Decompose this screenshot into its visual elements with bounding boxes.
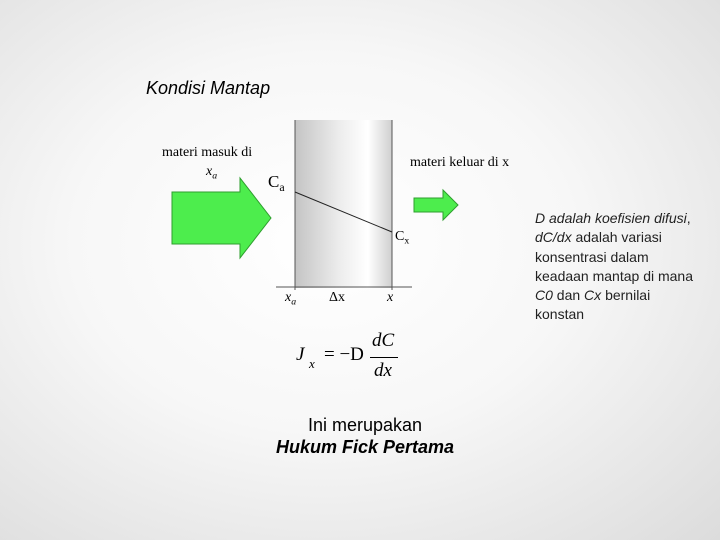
page-title: Kondisi Mantap — [146, 78, 271, 98]
explanation-note: D adalah koefisien difusi, dC/dx adalah variasi konsentrasi dalam keadaan mantap di mana C0 dan Cx bernilai konstan — [535, 210, 693, 323]
input-label: materi masuk di — [162, 145, 253, 160]
conclusion-line2: Hukum Fick Pertama — [275, 437, 455, 457]
conclusion-line1: Ini merupakan — [307, 415, 423, 435]
formula-lhs-sub: x — [309, 356, 315, 371]
concentration-cx-label: $C_x$ — [395, 229, 410, 247]
input-position-label: $x_a$ — [206, 164, 218, 182]
formula-denominator: dx — [374, 360, 392, 381]
delta-x-label: Δx — [329, 290, 346, 305]
concentration-ca-label: $C_a$ — [268, 172, 285, 195]
output-label: materi keluar di x — [410, 155, 510, 170]
x-axis-label: x — [387, 290, 394, 305]
conclusion-text — [250, 414, 480, 458]
output-arrow — [414, 190, 458, 220]
membrane-slab — [295, 120, 392, 288]
xa-axis-label: $x_a$ — [285, 290, 297, 308]
fick-formula — [296, 332, 406, 384]
formula-lhs: J — [296, 344, 305, 365]
input-arrow — [172, 178, 271, 258]
formula-rhs-prefix: = −D — [324, 344, 364, 365]
fraction-bar — [370, 357, 398, 358]
formula-numerator: dC — [372, 330, 395, 351]
